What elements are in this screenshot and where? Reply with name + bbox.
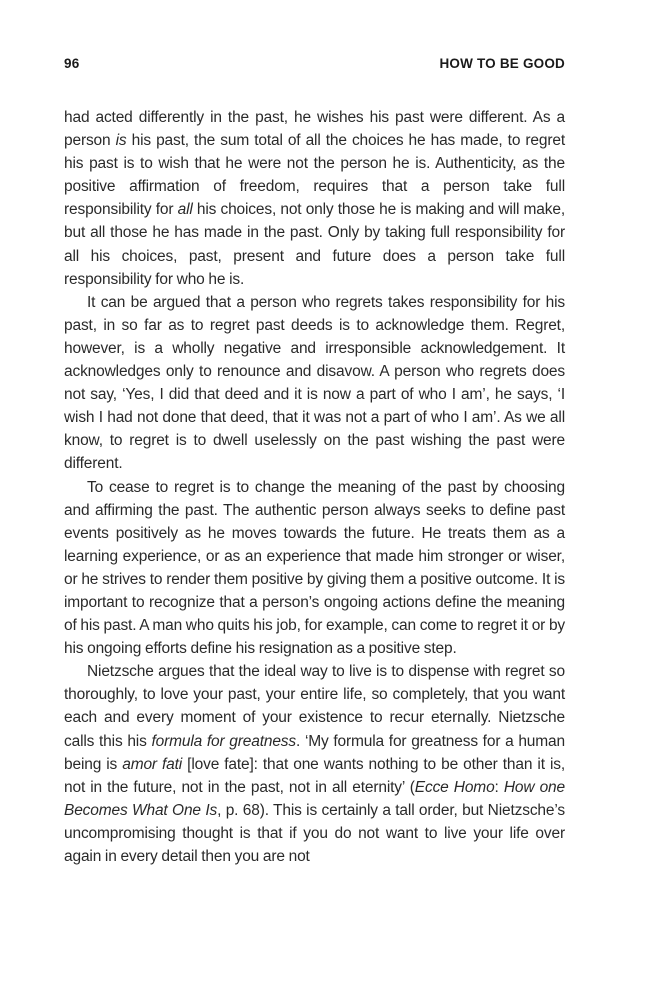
text-run: had acted differently in the past, he wishes his past were different. As a person [64,109,565,150]
paragraph [64,291,565,476]
emphasis-run: formula for greatness [151,732,297,750]
text-run: : [494,778,504,796]
running-title: HOW TO BE GOOD [439,56,565,71]
text-run: To cease to regret is to change the meaning of the past by choosing and affirming the past. The authentic person always seeks to define past events positively as he moves towards the future. He treats them as a learning experience, or as an experience that made him stronger or wiser, or he strives to render them positive by giving them a positive outcome. It is important to recognize that a person’s ongoing actions define the meaning of his past. A man who quits his job, for example, can come to regret it or by his ongoing efforts define his resignation as a positive step. [64,478,566,658]
paragraph [64,660,565,868]
emphasis-run: is [115,132,127,150]
text-run: . ‘My formula for greatness for a human being is [64,732,565,773]
emphasis-run: all [177,201,193,219]
text-run: It can be argued that a person who regrets takes responsibility for his past, in so far as to regret past deeds is to acknowledge them. Regret, however, is a wholly negative and irresponsible acknowledgement. It acknowledges only to renounce and disavow. A person who regrets does not say, ‘Yes, I did that deed and it is now a part of who I am’, he says, ‘I wish I had not done that deed, that it was not a part of who I am’. As we all know, to regret is to dwell uselessly on the past wishing the past were different. [64,293,565,473]
paragraph [64,476,565,661]
text-run: his past, the sum total of all the choices he has made, to regret his past is to wish that he were not the person he is. Authenticity, as the positive affirmation of freedom, requires that a person take full responsibility for [64,132,565,219]
body-text [64,106,565,868]
text-run: , p. 68). This is certainly a tall order, but Nietzsche’s uncompromising thought is that if you do not want to live your life over again in every detail then you are not [64,801,565,865]
text-run: [love fate]: that one wants nothing to be other than it is, not in the future, not in the past, not in all eternity’ ( [64,755,565,796]
emphasis-run: Ecce Homo [414,778,495,796]
running-header [64,56,565,71]
text-run: Nietzsche argues that the ideal way to live is to dispense with regret so thoroughly, to love your past, your entire life, so completely, that you want each and every moment of your existence to recur eternally. Nietzsche calls this his [64,663,565,750]
page-number: 96 [64,56,80,71]
text-run: his choices, not only those he is making and will make, but all those he has made in the past. Only by taking full responsibility for all his choices, past, present and future does a person take full responsibility for who he is. [64,201,565,288]
emphasis-run: How one Becomes What One Is [64,778,565,819]
emphasis-run: amor fati [122,755,183,773]
paragraph [64,106,565,291]
